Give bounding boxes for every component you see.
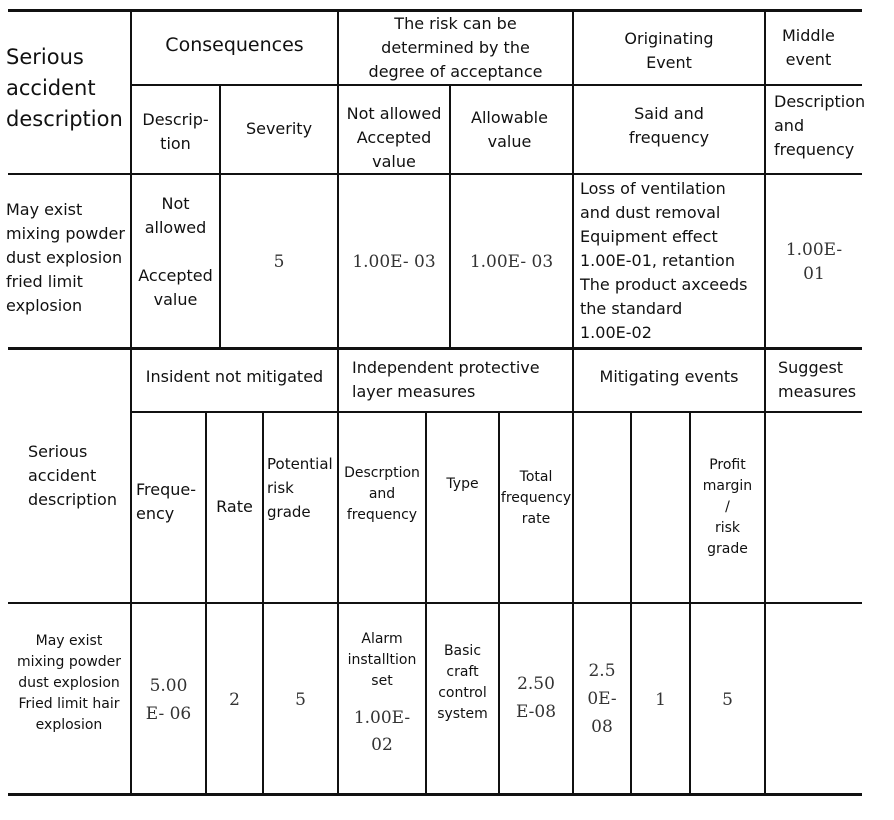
row-header-top: Serious accident description — [6, 44, 123, 131]
row-header-bottom: Serious accident description — [28, 442, 117, 509]
mitigating-frequency-value: 2.5 0E- 08 — [587, 661, 617, 737]
frequency-value: 5.00 E- 06 — [145, 676, 192, 724]
consequence-description: Not allowed Accepted value — [138, 194, 213, 309]
type-subheader: Type — [446, 475, 479, 492]
not-allowed-value: 1.00E- 03 — [352, 252, 436, 272]
subheader-bottom-rule — [8, 602, 862, 604]
frequency-subheader: Freque- ency — [136, 480, 197, 523]
col-rule — [425, 412, 427, 794]
table-bottom-rule — [8, 793, 862, 796]
profit-margin-subheader: Profit margin / risk grade — [702, 456, 753, 557]
section-divider-rule — [8, 347, 862, 350]
header-divider — [130, 84, 862, 86]
middle-event-value: 1.00E- 01 — [785, 240, 843, 284]
alarm-frequency-value: 1.00E- 02 — [353, 708, 411, 755]
total-frequency-subheader: Total frequency rate — [500, 468, 572, 527]
col-rule — [205, 412, 207, 794]
originating-event-header: Originating Event — [624, 29, 714, 72]
rate-value: 2 — [229, 690, 240, 710]
mitigating-count-value: 1 — [655, 690, 666, 710]
potential-risk-subheader: Potential risk grade — [267, 455, 333, 521]
accident-description-top: May exist mixing powder dust explosion fried limit explosion — [6, 200, 125, 315]
independent-protection-header: Independent protective layer measures — [352, 358, 540, 401]
risk-acceptance-header: The risk can be determined by the degree of acceptance — [368, 14, 543, 81]
incident-header: Insident not mitigated — [145, 367, 324, 386]
allowable-value: 1.00E- 03 — [469, 252, 554, 272]
alarm-installation-text: Alarm installtion set — [347, 630, 417, 689]
potential-risk-value: 5 — [295, 690, 306, 710]
allowable-subheader: Allowable value — [471, 108, 548, 151]
severity-subheader: Severity — [245, 119, 313, 138]
said-frequency-subheader: Said and frequency — [628, 104, 710, 147]
col-rule — [764, 348, 766, 794]
subheader-divider — [130, 411, 862, 413]
not-allowed-subheader: Not allowed Accepted value — [346, 104, 442, 171]
control-type-value: Basic craft control system — [437, 643, 488, 722]
desc-frequency-subheader: Description and frequency — [774, 92, 866, 159]
accident-description-bottom: May exist mixing powder dust explosion Fried limit hair explosion — [16, 632, 122, 733]
mitigating-events-header: Mitigating events — [599, 367, 739, 386]
severity-value: 5 — [273, 252, 285, 272]
originating-event-detail: Loss of ventilation and dust removal Equipment effect 1.00E-01, retantion The product axceeds the standard 1.00E-02 — [580, 179, 748, 342]
rate-subheader: Rate — [216, 497, 253, 516]
consequences-header: Consequences — [165, 34, 304, 56]
col-rule — [630, 412, 632, 794]
profit-risk-value: 5 — [722, 690, 733, 710]
total-frequency-value: 2.50 E-08 — [515, 674, 557, 722]
middle-event-header: Middle event — [782, 26, 835, 69]
suggest-measures-header: Suggest measures — [778, 358, 857, 401]
col-rule — [262, 412, 264, 794]
description-frequency-subheader: Descrption and frequency — [344, 464, 420, 523]
description-subheader: Descrip- tion — [142, 110, 209, 153]
